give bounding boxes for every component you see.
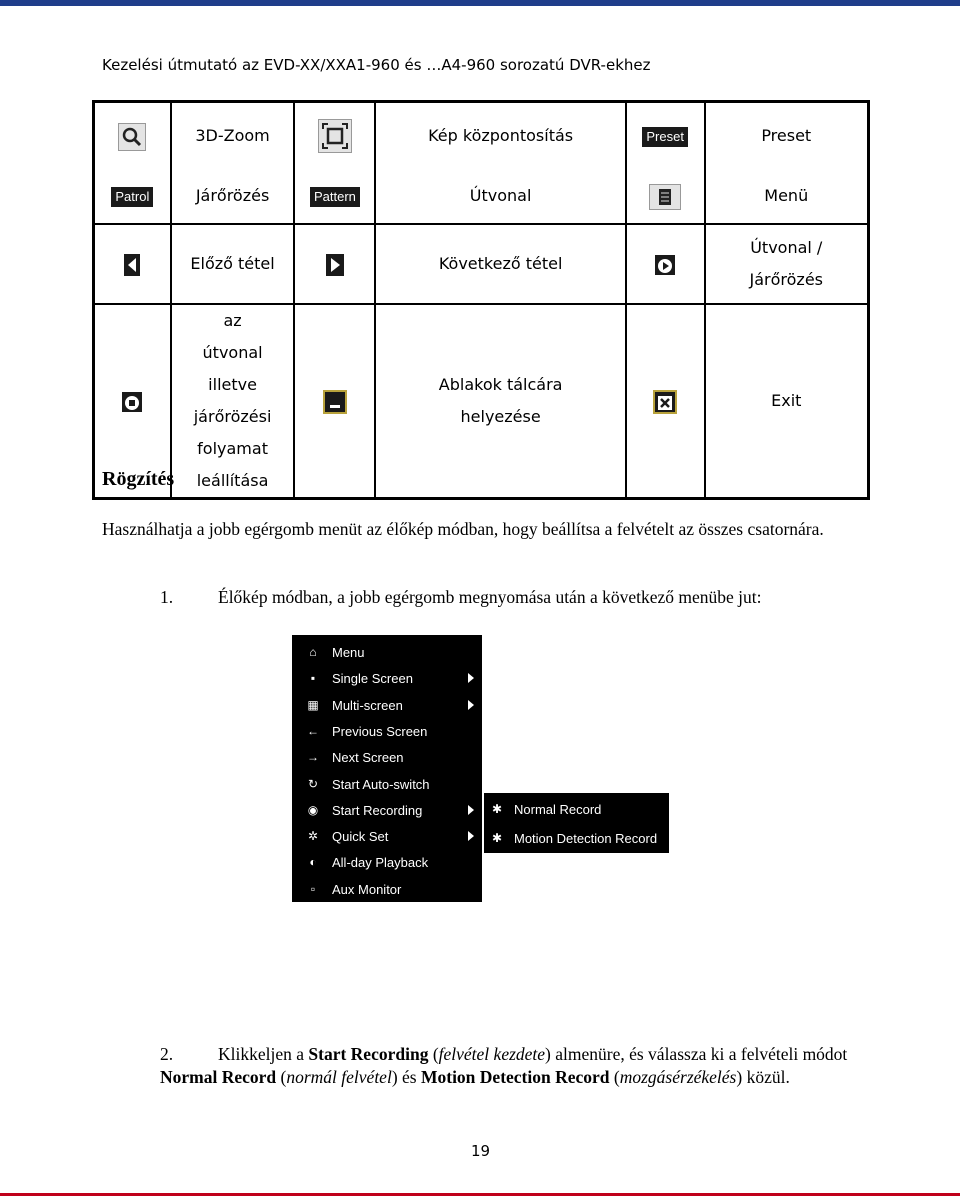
submenu-arrow-icon [468, 673, 474, 683]
refresh-icon: ↻ [307, 776, 319, 791]
exit-icon [653, 390, 677, 414]
context-menu-item[interactable] [292, 693, 482, 719]
submenu-item[interactable] [484, 796, 669, 824]
submenu-item[interactable] [484, 825, 669, 853]
table-cell-label: 3D-Zoom [171, 102, 295, 170]
motion-record-icon: ✱ [492, 831, 503, 845]
record-icon: ◉ [307, 802, 319, 817]
table-cell-label: Útvonal [375, 169, 625, 224]
bold-term: Normal Record [160, 1067, 277, 1087]
step-text: ( [609, 1067, 620, 1087]
page-number: 19 [471, 1142, 491, 1160]
table-cell-icon [294, 224, 375, 304]
context-menu-item-label: Quick Set [332, 829, 389, 845]
context-menu-item-label: All-day Playback [332, 855, 429, 871]
context-menu-item[interactable] [292, 877, 482, 903]
multiscreen-icon: ▦ [307, 697, 319, 712]
table-cell-icon [294, 169, 375, 224]
context-menu-item-label: Multi-screen [332, 697, 403, 713]
zoom-icon [118, 123, 146, 151]
playback-icon: ◐ [309, 855, 317, 870]
table-cell-icon [626, 102, 705, 170]
context-menu-item[interactable] [292, 824, 482, 850]
step-number: 1. [160, 587, 174, 607]
context-menu-item[interactable] [292, 666, 482, 692]
step-text: ( [428, 1044, 439, 1064]
previous-icon [124, 254, 140, 276]
section-paragraph: Használhatja a jobb egérgomb menüt az élőkép módban, hogy beállítsa a felvételt az összes csatornára. [102, 519, 824, 539]
submenu-item-label: Normal Record [514, 802, 602, 817]
table-row [94, 304, 869, 499]
context-menu-item[interactable] [292, 719, 482, 745]
preset-icon: Preset [642, 127, 688, 147]
table-cell-icon [626, 304, 705, 499]
step-text: Élőkép módban, a jobb egérgomb megnyomása után a következő menübe jut: [218, 587, 762, 607]
table-cell-label: Következő tétel [375, 224, 625, 304]
table-cell-label: Menü [705, 169, 869, 224]
table-cell-icon [94, 224, 171, 304]
table-cell-icon [94, 102, 171, 170]
table-cell-label: Kép központosítás [375, 102, 625, 170]
table-row [94, 102, 869, 170]
camera-icon: ▪ [310, 671, 316, 686]
submenu-arrow-icon [468, 700, 474, 710]
table-cell-label: Előző tétel [171, 224, 295, 304]
normal-record-icon: ✱ [492, 802, 503, 816]
next-icon [326, 254, 344, 276]
context-menu-item[interactable] [292, 850, 482, 876]
document-header: Kezelési útmutató az EVD-XX/XXA1-960 és …A4-960 sorozatú DVR-ekhez [102, 56, 651, 74]
submenu-arrow-icon [468, 805, 474, 815]
top-accent-bar [0, 0, 960, 6]
context-menu-item-label: Previous Screen [332, 723, 428, 739]
stop-icon [122, 392, 142, 412]
table-cell-label: Preset [705, 102, 869, 170]
table-cell-icon [626, 224, 705, 304]
arrow-left-icon: ← [307, 723, 319, 738]
arrow-right-icon: → [307, 750, 319, 765]
menu-icon [649, 184, 681, 210]
step-text: Klikkeljen a [218, 1044, 309, 1064]
pattern-icon: Pattern [310, 187, 360, 207]
context-menu-item-label: Aux Monitor [332, 881, 402, 897]
minimize-icon [323, 390, 347, 414]
submenu-arrow-icon [468, 831, 474, 841]
table-row [94, 224, 869, 304]
context-menu-item-label: Next Screen [332, 750, 404, 766]
italic-term: felvétel kezdete [438, 1044, 546, 1064]
table-cell-icon [626, 169, 705, 224]
context-menu-item[interactable] [292, 640, 482, 666]
step-text: ) közül. [736, 1067, 790, 1087]
gear-icon: ✲ [307, 829, 319, 844]
table-cell-label: Exit [705, 304, 869, 499]
italic-term: mozgásérzékelés [619, 1067, 737, 1087]
step-text: ) és [391, 1067, 421, 1087]
step-number: 2. [160, 1044, 174, 1064]
bold-term: Motion Detection Record [420, 1067, 610, 1087]
context-menu-item[interactable] [292, 798, 482, 824]
submenu-item-label: Motion Detection Record [514, 831, 658, 846]
home-icon: ⌂ [309, 645, 317, 659]
start-recording-submenu [484, 793, 669, 853]
table-cell-icon [294, 102, 375, 170]
context-menu-item-label: Start Auto-switch [332, 776, 430, 792]
context-menu-item-label: Menu [332, 645, 365, 660]
step-2 [160, 1043, 900, 1089]
play-icon [655, 255, 675, 275]
table-cell-label: Járőrözés [171, 169, 295, 224]
patrol-icon: Patrol [111, 187, 153, 207]
italic-term: normál felvétel [286, 1067, 392, 1087]
step-text: ) almenüre, és válassza ki a felvételi módot [545, 1044, 848, 1064]
section-title: Rögzítés [102, 468, 175, 490]
table-cell-icon [294, 304, 375, 499]
center-image-icon [318, 119, 352, 153]
context-menu-item[interactable] [292, 772, 482, 798]
step-1 [160, 587, 762, 608]
bold-term: Start Recording [308, 1044, 429, 1064]
context-menu [292, 635, 482, 902]
monitor-icon: ▫ [310, 881, 316, 896]
table-cell-label: Ablakok tálcára helyezése [375, 304, 625, 499]
table-cell-label: az útvonal illetve járőrözési folyamat leállítása [171, 304, 295, 499]
context-menu-item-label: Single Screen [332, 671, 413, 687]
step-text: ( [276, 1067, 287, 1087]
context-menu-item[interactable] [292, 745, 482, 771]
table-cell-icon [94, 169, 171, 224]
context-menu-item-label: Start Recording [332, 802, 423, 818]
icon-legend-table [92, 100, 870, 500]
table-row [94, 169, 869, 224]
table-cell-label: Útvonal / Járőrözés [705, 224, 869, 304]
